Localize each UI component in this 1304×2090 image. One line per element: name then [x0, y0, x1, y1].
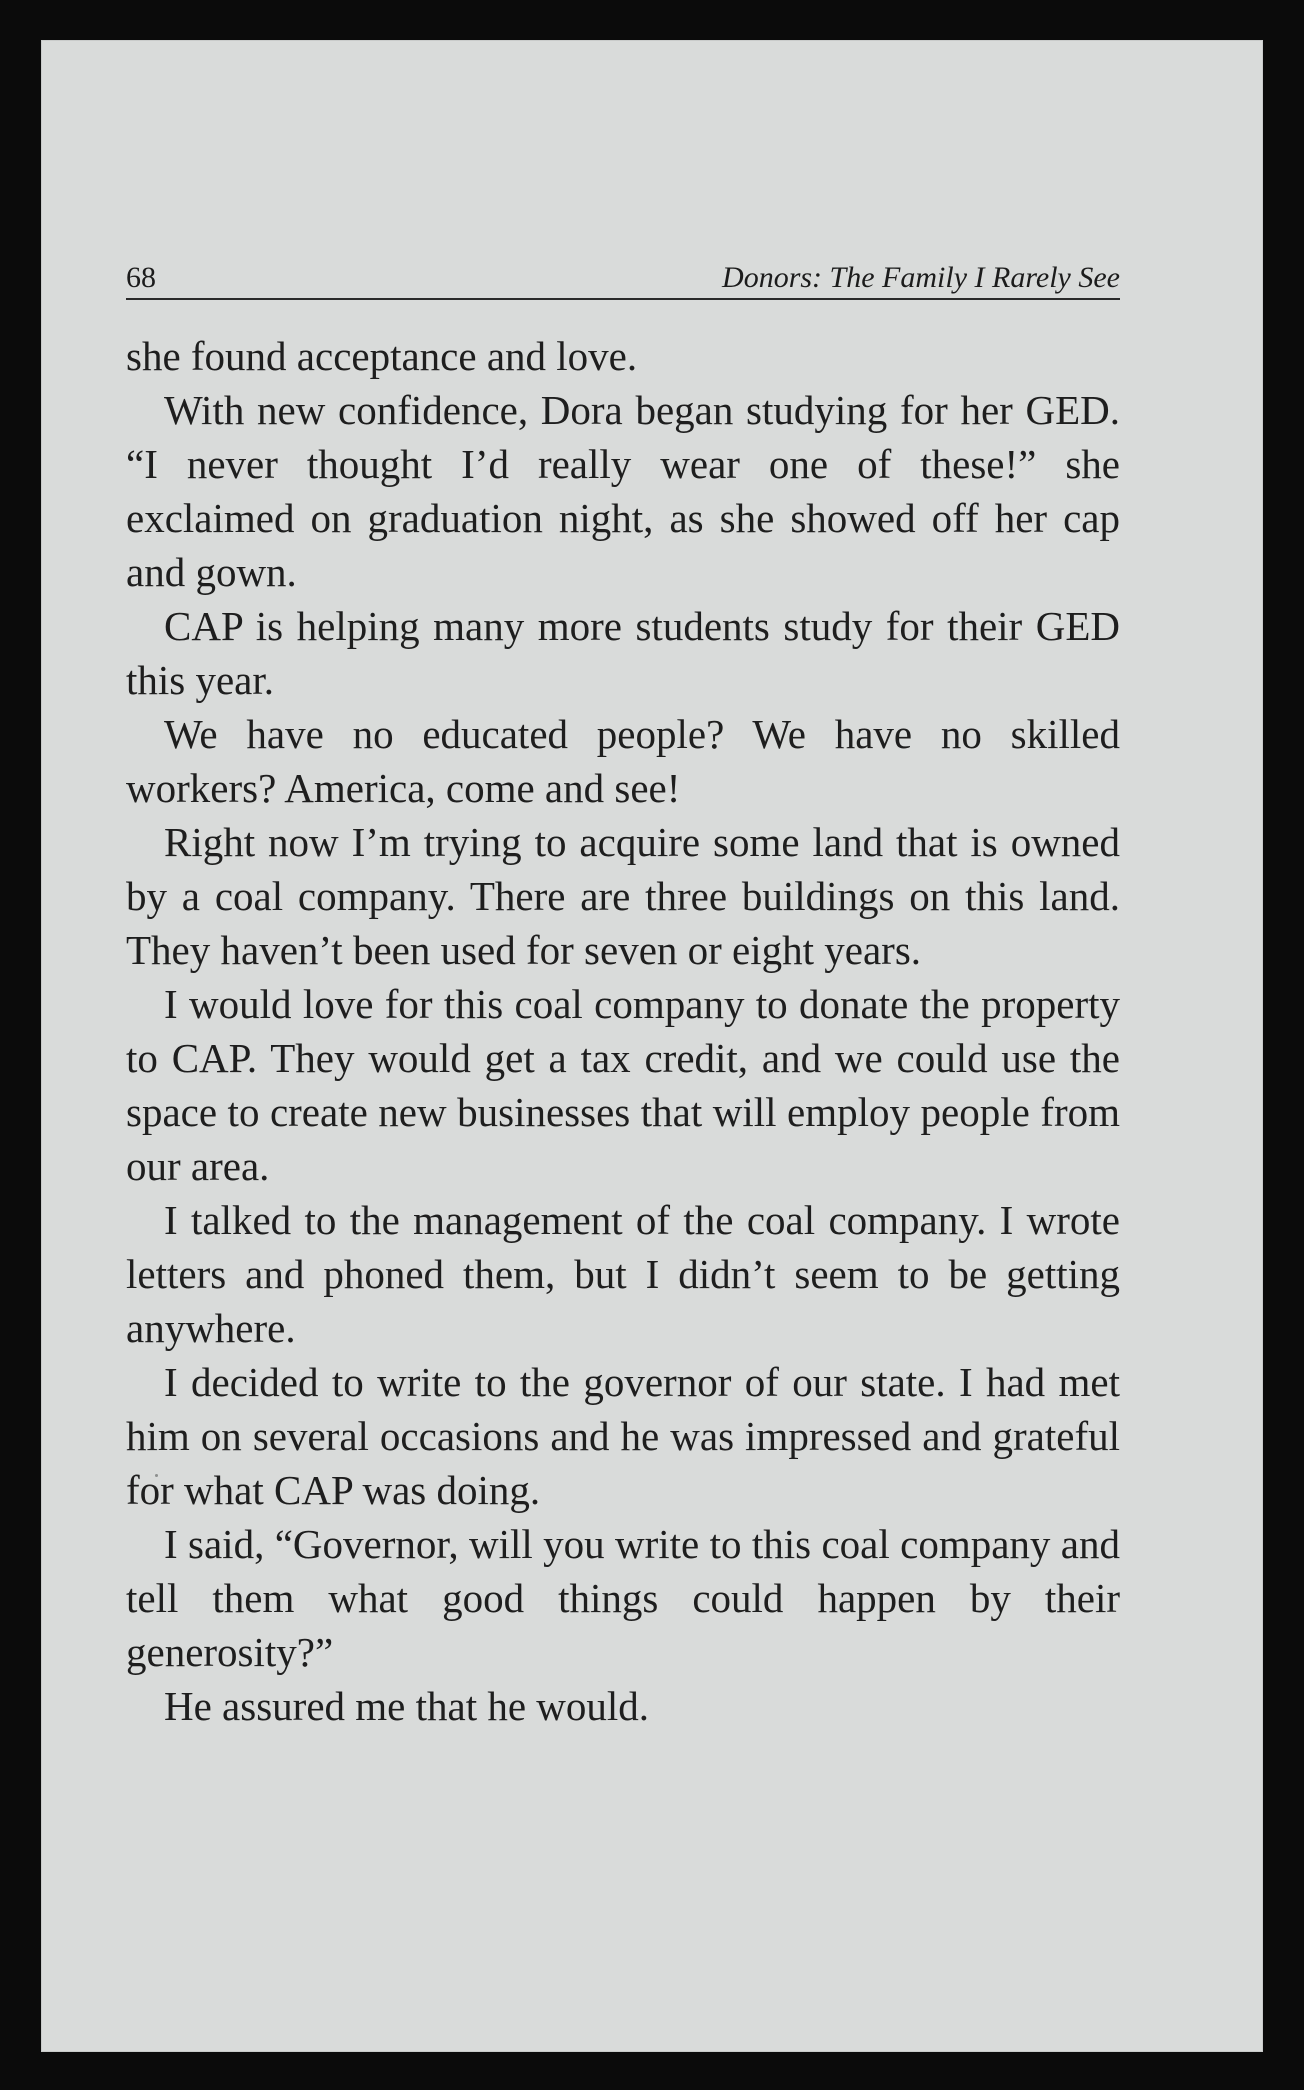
paragraph: I decided to write to the governor of our state. I had met him on several occasions and he was impressed and grateful for what CAP was doing.: [126, 1359, 1120, 1513]
paragraph: I talked to the management of the coal company. I wrote letters and phoned them, but I didn’t seem to be getting anywhere.: [126, 1197, 1120, 1351]
paragraph: We have no educated people? We have no skilled workers? America, come and see!: [126, 711, 1120, 811]
paragraph: she found acceptance and love.: [126, 333, 638, 379]
page-header: [126, 252, 1120, 300]
paragraph: I said, “Governor, will you write to this coal company and tell them what good things could happen by their generosity?”: [126, 1521, 1120, 1675]
body-text: [126, 329, 1120, 1733]
page-number: 68: [126, 261, 156, 294]
paragraph: CAP is helping many more students study for their GED this year.: [126, 603, 1120, 703]
paragraph: With new confidence, Dora began studying for her GED. “I never thought I’d really wear one of these!” she exclaimed on graduation night, as she showed off her cap and gown.: [126, 387, 1120, 595]
running-head: Donors: The Family I Rarely See: [722, 261, 1120, 294]
paragraph: Right now I’m trying to acquire some land that is owned by a coal company. There are three buildings on this land. They haven’t been used for seven or eight years.: [126, 819, 1120, 973]
paragraph: He assured me that he would.: [164, 1683, 650, 1729]
paragraph: I would love for this coal company to donate the property to CAP. They would get a tax credit, and we could use the space to create new businesses that will employ people from our area.: [126, 981, 1120, 1189]
